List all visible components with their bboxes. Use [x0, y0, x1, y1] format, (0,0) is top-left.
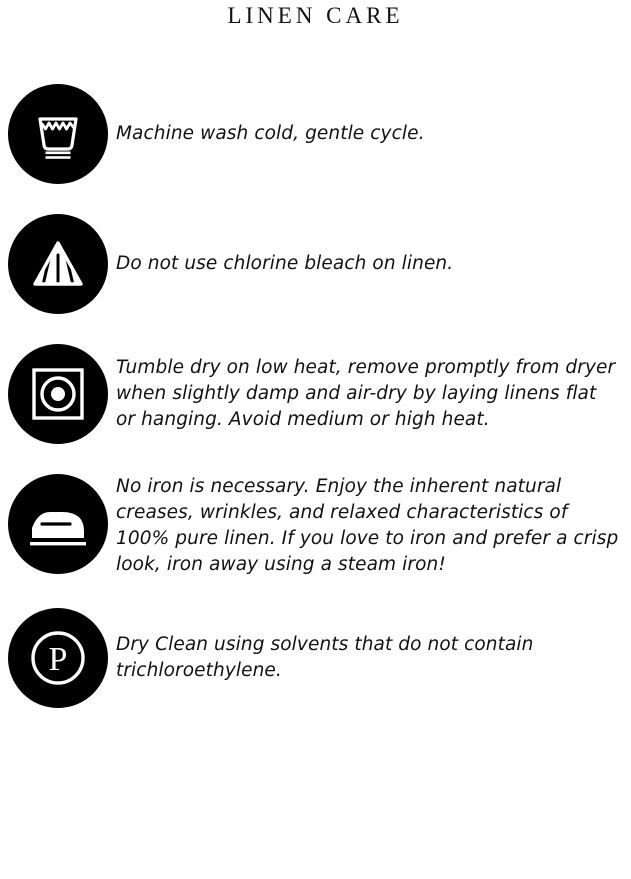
icon-cell [0, 84, 116, 184]
text-cell [116, 214, 631, 314]
list-item [0, 84, 631, 184]
list-item [0, 608, 631, 708]
list-item [0, 214, 631, 314]
page-title: LINEN CARE [227, 3, 404, 28]
text-cell [116, 344, 631, 444]
care-instruction-text: Machine wash cold, gentle cycle. [116, 123, 425, 144]
tumble-dry-low-icon [8, 344, 108, 444]
list-item [0, 344, 631, 444]
icon-cell [0, 608, 116, 708]
iron-icon [8, 474, 108, 574]
icon-cell [0, 214, 116, 314]
care-instruction-text: Tumble dry on low heat, remove promptly from dryer when slightly damp and air-dry by laying linens flat or hanging. Avoid medium or high heat. [116, 357, 616, 430]
list-item [0, 474, 631, 578]
care-instruction-text: No iron is necessary. Enjoy the inherent natural creases, wrinkles, and relaxed characteristics of 100% pure linen. If you love to iron and prefer a crisp look, iron away using a steam iron! [116, 476, 619, 575]
text-cell [116, 84, 631, 184]
no-bleach-triangle-icon [8, 214, 108, 314]
wash-tub-icon [8, 84, 108, 184]
icon-cell [0, 474, 116, 574]
dry-clean-p-circle-icon [8, 608, 108, 708]
care-instruction-list [0, 84, 631, 708]
care-instruction-text: Dry Clean using solvents that do not contain trichloroethylene. [116, 634, 534, 681]
text-cell [116, 608, 631, 708]
care-instruction-text: Do not use chlorine bleach on linen. [116, 253, 454, 274]
text-cell [116, 474, 631, 578]
svg-text:P: P [48, 641, 68, 678]
icon-cell [0, 344, 116, 444]
